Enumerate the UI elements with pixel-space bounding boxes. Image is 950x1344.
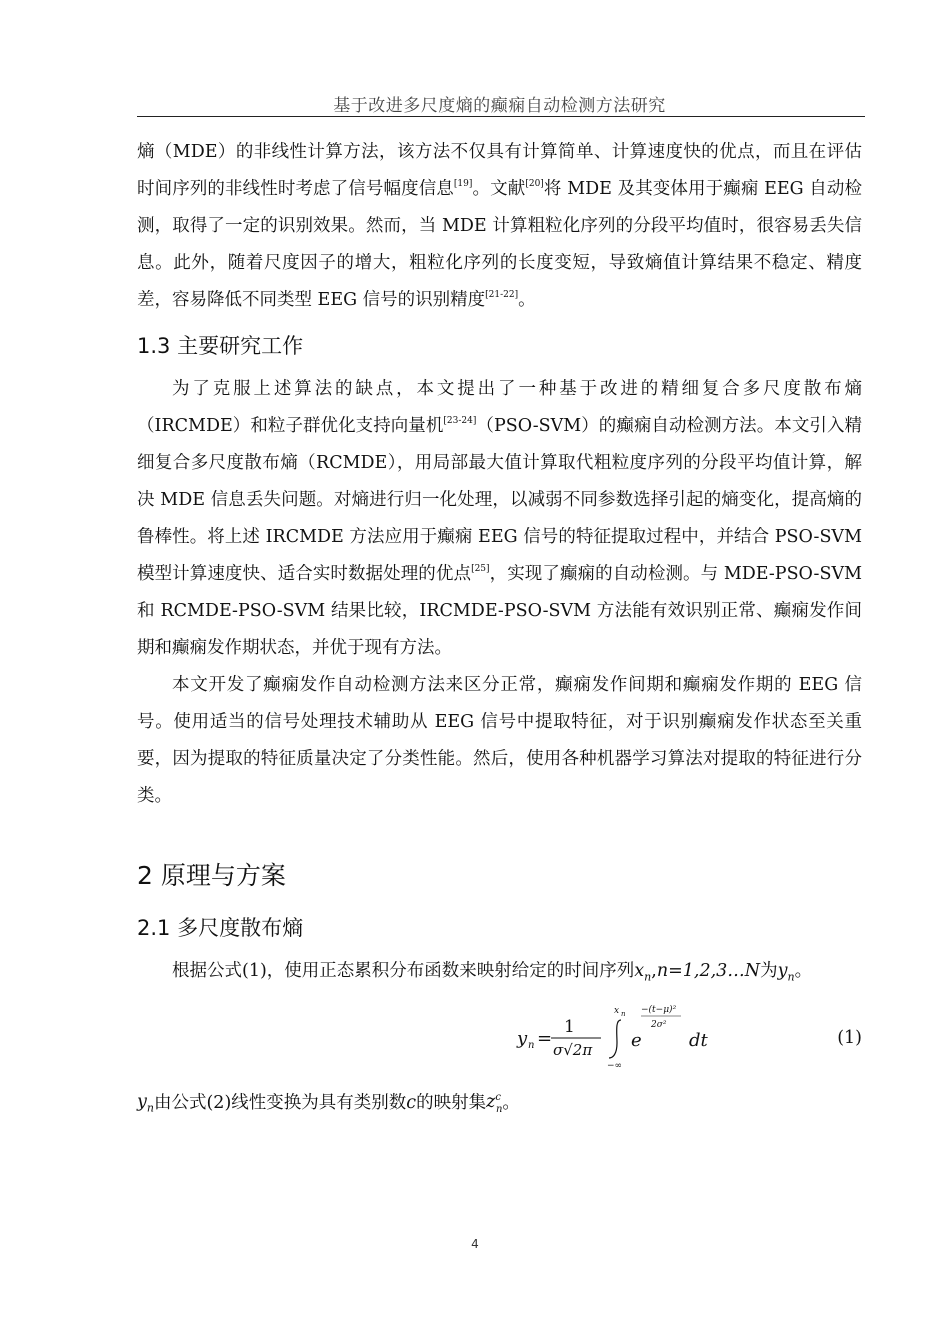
citation: [25] [471, 564, 490, 574]
p1-text-d: 。 [518, 290, 536, 310]
math-y: $y_n$ [777, 961, 795, 984]
equation-1-formula [509, 998, 729, 1072]
body-text [137, 134, 862, 1128]
section-heading-2: 2 原理与方案 [137, 861, 286, 890]
citation: [23-24] [443, 416, 477, 426]
p1-text-a: 熵（MDE）的非线性计算方法，该方法不仅具有计算简单、计算速度快的优点，而且在评估时间序列的非线性时考虑了信号幅度信息 [137, 142, 862, 199]
svg-text:−∞: −∞ [607, 1060, 623, 1071]
math-x: $x_n$ [634, 961, 652, 984]
section-heading-1-3: 1.3 主要研究工作 [137, 334, 304, 358]
paragraph-5 [137, 1080, 862, 1128]
p1-text-b: 。文献 [472, 179, 526, 199]
header-rule [137, 116, 865, 117]
svg-text:2σ²: 2σ² [651, 1019, 667, 1030]
citation: [19] [453, 179, 473, 189]
svg-text:−(t−μ)²: −(t−μ)² [641, 1004, 677, 1015]
equation-1 [137, 998, 862, 1072]
p2-text-b: （PSO-SVM）的癫痫自动检测方法。本文引入精细复合多尺度散布熵（RCMDE），用局部最大值计算取代粗粒度序列的分段平均值计算，解决 MDE 信息丢失问题。对熵进行归一化处理，以减弱不同参数选择引起的熵变化，提高熵的鲁棒性。将上述 IRCMDE 方法应用于癫痫 EEG 信号的特征提取过程中，并结合 PSO-SVM 模型计算速度快、适合实时数据处理的优点 [137, 416, 862, 584]
svg-text:σ√2π: σ√2π [553, 1040, 593, 1059]
p4-text-a: 根据公式(1)，使用正态累积分布函数来映射给定的时间序列 [172, 961, 635, 981]
svg-text:n: n [528, 1039, 535, 1051]
p5-text-d: 。 [502, 1092, 520, 1113]
math-n-range: n=1,2,3…N [656, 961, 761, 981]
running-header: 基于改进多尺度熵的癫痫自动检测方法研究 [333, 96, 666, 116]
p4-text-d: 。 [794, 961, 813, 981]
svg-text:n: n [621, 1009, 626, 1018]
p4-text-b: , [651, 961, 657, 981]
paragraph-3: 本文开发了癫痫发作自动检测方法来区分正常，癫痫发作间期和癫痫发作期的 EEG 信号。使用适当的信号处理技术辅助从 EEG 信号中提取特征，对于识别癫痫发作状态至关重要，因为提取的特征质量决定了分类性能。然后，使用各种机器学习算法对提取的特征进行分类。 [137, 675, 862, 806]
p1-text-c: 将 MDE 及其变体用于癫痫 EEG 自动检测，取得了一定的识别效果。然而，当 MDE 计算粗粒化序列的分段平均值时，很容易丢失信息。此外，随着尺度因子的增大，粗粒化序列的长度变短，导致熵值计算结果不稳定、精度差，容易降低不同类型 EEG 信号的识别精度 [137, 179, 863, 310]
p2-text-a: 为了克服上述算法的缺点，本文提出了一种基于改进的精细复合多尺度散布熵（IRCMDE）和粒子群优化支持向量机 [137, 379, 862, 436]
p4-text-c: 为 [760, 961, 778, 981]
svg-text:=: = [537, 1027, 553, 1049]
page-number: 4 [471, 1237, 479, 1251]
p5-text-a: 由公式(2)线性变换为具有类别数 [153, 1092, 407, 1113]
citation: [20] [525, 179, 544, 189]
equation-number: (1) [837, 1027, 862, 1048]
paragraph-2 [137, 371, 862, 667]
section-heading-2-1: 2.1 多尺度散布熵 [137, 916, 304, 940]
math-y: $y_n$ [137, 1092, 154, 1115]
paragraph-4 [137, 953, 862, 996]
svg-text:y: y [517, 1027, 528, 1049]
math-z: $z^c_n$ [486, 1092, 503, 1115]
p5-text-b: 的映射集 [416, 1092, 487, 1113]
math-c: c [406, 1092, 417, 1113]
svg-text:dt: dt [689, 1029, 708, 1051]
p2-text-c: ，实现了癫痫的自动检测。与 MDE-PSO-SVM 和 RCMDE-PSO-SVM 结果比较，IRCMDE-PSO-SVM 方法能有效识别正常、癫痫发作间期和癫痫发作期状态，并优于现有方法。 [137, 564, 863, 658]
svg-text:e: e [631, 1029, 642, 1051]
svg-text:x: x [614, 1005, 620, 1016]
paragraph-1 [137, 134, 862, 319]
citation: [21-22] [485, 290, 519, 300]
svg-text:1: 1 [564, 1016, 575, 1037]
